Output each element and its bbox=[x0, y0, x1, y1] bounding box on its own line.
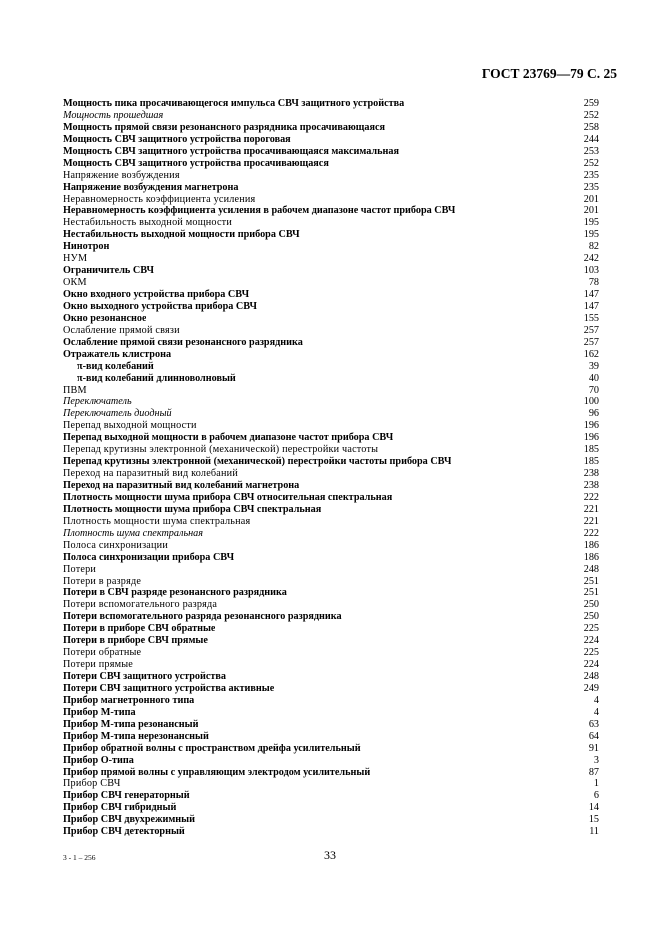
index-entry bbox=[63, 217, 599, 229]
index-entry bbox=[63, 313, 599, 325]
index-page-ref: 224 bbox=[583, 659, 599, 671]
index-entry bbox=[63, 456, 599, 468]
index-page-ref: 147 bbox=[583, 300, 599, 312]
index-page-ref: 221 bbox=[583, 503, 599, 515]
index-entry bbox=[63, 778, 599, 790]
index-page-ref: 64 bbox=[588, 730, 599, 742]
index-term: Перепад крутизны электронной (механической) перестройки частоты прибора СВЧ bbox=[63, 456, 452, 468]
index-term: Потери СВЧ защитного устройства bbox=[63, 671, 226, 682]
index-entry bbox=[63, 420, 599, 432]
index-term: Перепад крутизны электронной (механической) перестройки частоты bbox=[63, 444, 379, 456]
index-entry bbox=[63, 408, 599, 420]
index-term: Потери СВЧ защитного устройства активные bbox=[63, 682, 275, 694]
index-page-ref: 4 bbox=[593, 706, 599, 718]
index-entry bbox=[63, 802, 599, 814]
index-entry bbox=[63, 719, 599, 731]
index-page-ref: 6 bbox=[593, 790, 599, 802]
index-entry bbox=[63, 707, 599, 719]
index-entry bbox=[63, 194, 599, 206]
index-page-ref: 248 bbox=[583, 671, 599, 682]
index-page-ref: 162 bbox=[583, 348, 599, 360]
index-term: Потери прямые bbox=[63, 659, 134, 671]
index-entry bbox=[63, 241, 599, 253]
index-page-ref: 257 bbox=[583, 336, 599, 348]
index-entry bbox=[63, 229, 599, 241]
index-page-ref: 248 bbox=[583, 563, 599, 575]
index-term: Переход на паразитный вид колебаний магнетрона bbox=[63, 480, 300, 491]
index-entry bbox=[63, 480, 599, 492]
index-page-ref: 249 bbox=[583, 682, 599, 694]
index-page-ref: 195 bbox=[583, 229, 599, 241]
index-entry bbox=[63, 182, 599, 194]
index-page-ref: 185 bbox=[583, 456, 599, 468]
index-page-ref: 238 bbox=[583, 468, 599, 480]
index-entry bbox=[63, 325, 599, 337]
index-term: Прибор обратной волны с пространством дрейфа усилительный bbox=[63, 742, 361, 754]
index-page-ref: 155 bbox=[583, 312, 599, 324]
index-term: Мощность СВЧ защитного устройства просачивающаяся bbox=[63, 157, 329, 169]
index-entry bbox=[63, 695, 599, 707]
index-entry bbox=[63, 492, 599, 504]
index-term: Полоса синхронизации bbox=[63, 539, 168, 551]
index-page-ref: 1 bbox=[593, 778, 599, 790]
print-code: 3 - 1 – 256 bbox=[63, 853, 96, 862]
index-entry bbox=[63, 396, 599, 408]
index-term: Полоса синхронизации прибора СВЧ bbox=[63, 551, 235, 563]
index-page-ref: 235 bbox=[583, 169, 599, 181]
index-entry bbox=[63, 587, 599, 599]
index-entry bbox=[63, 504, 599, 516]
page-number: 33 bbox=[324, 848, 336, 862]
index-entry bbox=[63, 623, 599, 635]
index-term: Прибор СВЧ гибридный bbox=[63, 802, 177, 814]
index-entry bbox=[63, 301, 599, 313]
index-page-ref: 63 bbox=[588, 718, 599, 730]
index-page-ref: 91 bbox=[588, 742, 599, 754]
index-page-ref: 201 bbox=[583, 193, 599, 205]
index-entry bbox=[63, 671, 599, 683]
index-page-ref: 225 bbox=[583, 647, 599, 659]
index-term: Прибор О-типа bbox=[63, 754, 134, 766]
index-term: Мощность СВЧ защитного устройства пороговая bbox=[63, 133, 291, 145]
index-entry bbox=[63, 337, 599, 349]
index-term: Прибор М-типа резонансный bbox=[63, 718, 199, 730]
index-term: ПВМ bbox=[63, 384, 87, 396]
index-page-ref: 70 bbox=[588, 384, 599, 396]
index-term: Плотность мощности шума спектральная bbox=[63, 515, 251, 527]
index-page-ref: 258 bbox=[583, 121, 599, 133]
index-page-ref: 186 bbox=[583, 551, 599, 563]
index-page-ref: 259 bbox=[583, 98, 599, 109]
index-term: Прибор СВЧ детекторный bbox=[63, 826, 185, 838]
index-entry bbox=[63, 253, 599, 265]
index-term: Нинотрон bbox=[63, 241, 110, 253]
index-page-ref: 82 bbox=[588, 241, 599, 253]
index-page-ref: 222 bbox=[583, 527, 599, 539]
index-term: Плотность мощности шума прибора СВЧ спектральная bbox=[63, 503, 322, 515]
index-term: π-вид колебаний длинноволновый bbox=[77, 372, 236, 384]
index-term: Потери обратные bbox=[63, 647, 142, 659]
index-entry bbox=[63, 265, 599, 277]
index-entry bbox=[63, 564, 599, 576]
index-term: Переключатель bbox=[63, 396, 132, 408]
index-term: Прибор магнетронного типа bbox=[63, 694, 195, 706]
index-term: Мощность прошедшая bbox=[63, 109, 164, 121]
index-page-ref: 14 bbox=[588, 802, 599, 814]
index-term: Потери bbox=[63, 563, 97, 575]
index-page-ref: 224 bbox=[583, 635, 599, 647]
index-entry bbox=[63, 373, 599, 385]
index-term: Потери в приборе СВЧ обратные bbox=[63, 623, 216, 635]
index-page-ref: 4 bbox=[593, 694, 599, 706]
index-entry bbox=[63, 98, 599, 110]
index-term: Прибор СВЧ bbox=[63, 778, 121, 790]
index-page-ref: 147 bbox=[583, 289, 599, 300]
index-page-ref: 251 bbox=[583, 587, 599, 599]
index-page-ref: 250 bbox=[583, 599, 599, 611]
index-term: Потери вспомогательного разряда bbox=[63, 599, 218, 611]
index-page-ref: 201 bbox=[583, 205, 599, 217]
index-term: Напряжение возбуждения магнетрона bbox=[63, 181, 239, 193]
index-entry bbox=[63, 552, 599, 564]
index-page-ref: 251 bbox=[583, 575, 599, 587]
index-term: Потери в разряде bbox=[63, 575, 142, 587]
index-entry bbox=[63, 516, 599, 528]
index-term: Окно входного устройства прибора СВЧ bbox=[63, 289, 250, 300]
index-term: НУМ bbox=[63, 253, 88, 265]
index-page-ref: 87 bbox=[588, 766, 599, 778]
index-term: Нестабильность выходной мощности прибора СВЧ bbox=[63, 229, 300, 241]
index-term: Прибор СВЧ генераторный bbox=[63, 790, 190, 802]
index-page-ref: 252 bbox=[583, 157, 599, 169]
index-entry bbox=[63, 349, 599, 361]
index-page-ref: 78 bbox=[588, 277, 599, 289]
index-entry bbox=[63, 540, 599, 552]
index-term: ОКМ bbox=[63, 277, 87, 289]
index-term: Потери вспомогательного разряда резонансного разрядника bbox=[63, 611, 342, 623]
index-page-ref: 15 bbox=[588, 814, 599, 826]
index-term: Прибор М-типа bbox=[63, 706, 136, 718]
index-term: Переход на паразитный вид колебаний bbox=[63, 468, 238, 480]
index-entry bbox=[63, 790, 599, 802]
index-page-ref: 196 bbox=[583, 420, 599, 432]
index-page-ref: 253 bbox=[583, 145, 599, 157]
index-entry bbox=[63, 826, 599, 838]
index-page-ref: 11 bbox=[589, 826, 599, 838]
index-page-ref: 252 bbox=[583, 109, 599, 121]
index-entry bbox=[63, 444, 599, 456]
index-entry bbox=[63, 110, 599, 122]
index-page-ref: 196 bbox=[583, 432, 599, 444]
index-entry bbox=[63, 683, 599, 695]
index-term: Ослабление прямой связи резонансного разрядника bbox=[63, 336, 303, 348]
index-page-ref: 257 bbox=[583, 324, 599, 336]
index-entry bbox=[63, 611, 599, 623]
index-entry bbox=[63, 767, 599, 779]
index-page-ref: 39 bbox=[588, 360, 599, 372]
index-entry bbox=[63, 743, 599, 755]
index-term: Мощность СВЧ защитного устройства просачивающаяся максимальная bbox=[63, 145, 399, 157]
index-term: Перепад выходной мощности в рабочем диапазоне частот прибора СВЧ bbox=[63, 432, 394, 444]
index-entry bbox=[63, 289, 599, 301]
index-page-ref: 225 bbox=[583, 623, 599, 635]
index-term: Нестабильность выходной мощности bbox=[63, 217, 232, 229]
page-header: ГОСТ 23769—79 С. 25 bbox=[481, 66, 617, 81]
index-term: Неравномерность коэффициента усиления в рабочем диапазоне частот прибора СВЧ bbox=[63, 205, 456, 217]
index-term: Окно выходного устройства прибора СВЧ bbox=[63, 300, 258, 312]
index-term: Переключатель диодный bbox=[63, 408, 172, 420]
index-entry bbox=[63, 576, 599, 588]
index-entry bbox=[63, 158, 599, 170]
index-entry bbox=[63, 205, 599, 217]
index-term: Мощность пика просачивающегося импульса СВЧ защитного устройства bbox=[63, 98, 405, 109]
index-term: Ослабление прямой связи bbox=[63, 324, 180, 336]
index-page-ref: 235 bbox=[583, 181, 599, 193]
index-page-ref: 250 bbox=[583, 611, 599, 623]
index-entry bbox=[63, 528, 599, 540]
index-page-ref: 96 bbox=[588, 408, 599, 420]
index-term: Мощность прямой связи резонансного разрядника просачивающаяся bbox=[63, 121, 385, 133]
index-page-ref: 242 bbox=[583, 253, 599, 265]
index-term: Прибор прямой волны с управляющим электродом усилительный bbox=[63, 766, 371, 778]
index-entry bbox=[63, 647, 599, 659]
index-page-ref: 185 bbox=[583, 444, 599, 456]
index-entry bbox=[63, 385, 599, 397]
index-page-ref: 238 bbox=[583, 480, 599, 491]
index-term: Плотность шума спектральная bbox=[63, 527, 203, 539]
index-page-ref: 244 bbox=[583, 133, 599, 145]
index-term: Плотность мощности шума прибора СВЧ относительная спектральная bbox=[63, 491, 393, 503]
index-entry bbox=[63, 659, 599, 671]
index-entry bbox=[63, 755, 599, 767]
index-entry bbox=[63, 731, 599, 743]
index-entry bbox=[63, 134, 599, 146]
index-page-ref: 103 bbox=[583, 265, 599, 277]
index-entry bbox=[63, 635, 599, 647]
index-term: Ограничитель СВЧ bbox=[63, 265, 154, 277]
index-entry bbox=[63, 361, 599, 373]
index-term: Потери в приборе СВЧ прямые bbox=[63, 635, 208, 647]
index-page-ref: 3 bbox=[593, 754, 599, 766]
index-term: Неравномерность коэффициента усиления bbox=[63, 193, 256, 205]
index-term: Напряжение возбуждения bbox=[63, 169, 180, 181]
index-term: Прибор СВЧ двухрежимный bbox=[63, 814, 195, 826]
index-entry bbox=[63, 814, 599, 826]
index-entry bbox=[63, 599, 599, 611]
index-entry bbox=[63, 170, 599, 182]
index-page-ref: 100 bbox=[583, 396, 599, 408]
index-term: Перепад выходной мощности bbox=[63, 420, 197, 432]
index-term: Окно резонансное bbox=[63, 312, 147, 324]
index-term: Потери в СВЧ разряде резонансного разрядника bbox=[63, 587, 287, 599]
index-entry bbox=[63, 277, 599, 289]
index-page-ref: 40 bbox=[588, 372, 599, 384]
index-term: π-вид колебаний bbox=[77, 360, 154, 372]
index-entry bbox=[63, 146, 599, 158]
index-page-ref: 221 bbox=[583, 515, 599, 527]
index-list bbox=[63, 98, 599, 838]
index-term: Отражатель клистрона bbox=[63, 348, 172, 360]
index-entry bbox=[63, 122, 599, 134]
index-entry bbox=[63, 468, 599, 480]
index-page-ref: 195 bbox=[583, 217, 599, 229]
index-term: Прибор М-типа нерезонансный bbox=[63, 730, 209, 742]
index-page-ref: 222 bbox=[583, 491, 599, 503]
index-entry bbox=[63, 432, 599, 444]
index-page-ref: 186 bbox=[583, 539, 599, 551]
